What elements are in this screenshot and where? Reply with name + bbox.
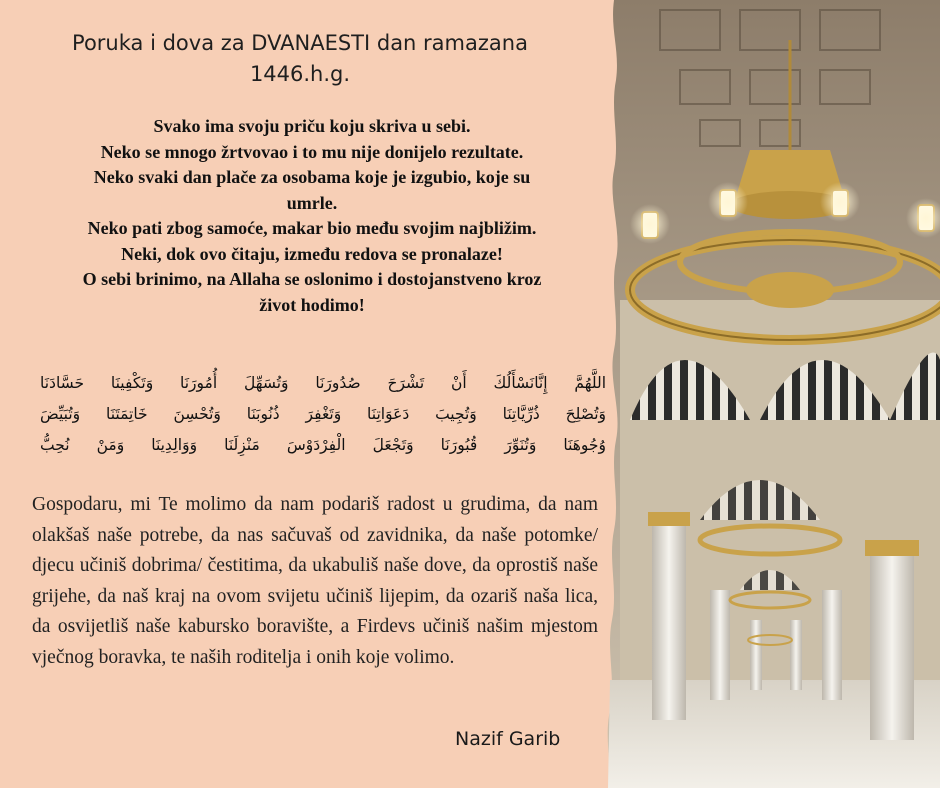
- title-line-2: 1446.h.g.: [249, 62, 351, 86]
- arabic-dua-line: وَتُصْلِحَ ذُرِّيَّاتِنَا وَتُجِيبَ دَعَوَاتِنَا وَتَغْفِرَ ذُنُوبَنَا وَتُحْسِنَ خَاتِمَتَنَا وَتُبَيِّضَ: [40, 405, 606, 423]
- arabic-dua: [40, 368, 606, 461]
- arabic-dua-line: اللَّهُمَّ إِنَّانَسْأَلُكَ أَنْ تَشْرَحَ صُدُورَنَا وَتُسَهِّلَ أُمُورَنَا وَتَكْفِينَا حَسَّادَنَا: [40, 374, 606, 392]
- title-line-1: Poruka i dova za DVANAESTI dan ramazana: [72, 31, 528, 55]
- message-line: O sebi brinimo, na Allaha se oslonimo i dostojanstveno kroz: [82, 269, 542, 289]
- mosque-interior-image: [600, 0, 940, 788]
- message-line: Neki, dok ovo čitaju, između redova se pronalaze!: [121, 243, 503, 264]
- message-line: Neko pati zbog samoće, makar bio među svojim najbližim.: [87, 218, 537, 238]
- author-signature: Nazif Garib: [455, 728, 561, 750]
- message-block: [22, 114, 602, 318]
- page-title: [20, 28, 580, 90]
- message-line: Neko svaki dan plače za osobama koje je izgubio, koje su: [93, 167, 531, 187]
- message-line: Svako ima svoju priču koju skriva u sebi.: [153, 116, 471, 136]
- message-line: umrle.: [286, 192, 338, 213]
- message-line: život hodimo!: [259, 294, 365, 315]
- dua-translation: Gospodaru, mi Te molimo da nam podariš radost u grudima, da nam olakšaš naše potrebe, da nas sačuvaš od zavidnika, da naše potomke/ djecu učiniš dobrima/ čestitima, da ukabuliš naše dove, da oprostiš naše grijehe, da naš kraj na ovom svijetu učiniš lijepim, da ozariš naša lica, da osvijetliš naše kabursko boravište, a Firdevs učiniš našim mjestom vječnog boravka, te naših roditelja i onih koje volimo.: [32, 494, 598, 668]
- message-line: Neko se mnogo žrtvovao i to mu nije donijelo rezultate.: [100, 141, 524, 162]
- arabic-dua-line: وُجُوهَنَا وَتُنَوِّرَ قُبُورَنَا وَتَجْعَلَ الْفِرْدَوْسَ مَنْزِلَنَا وَوَالِدِينَا وَمَنْ نُحِبُّ: [40, 436, 606, 454]
